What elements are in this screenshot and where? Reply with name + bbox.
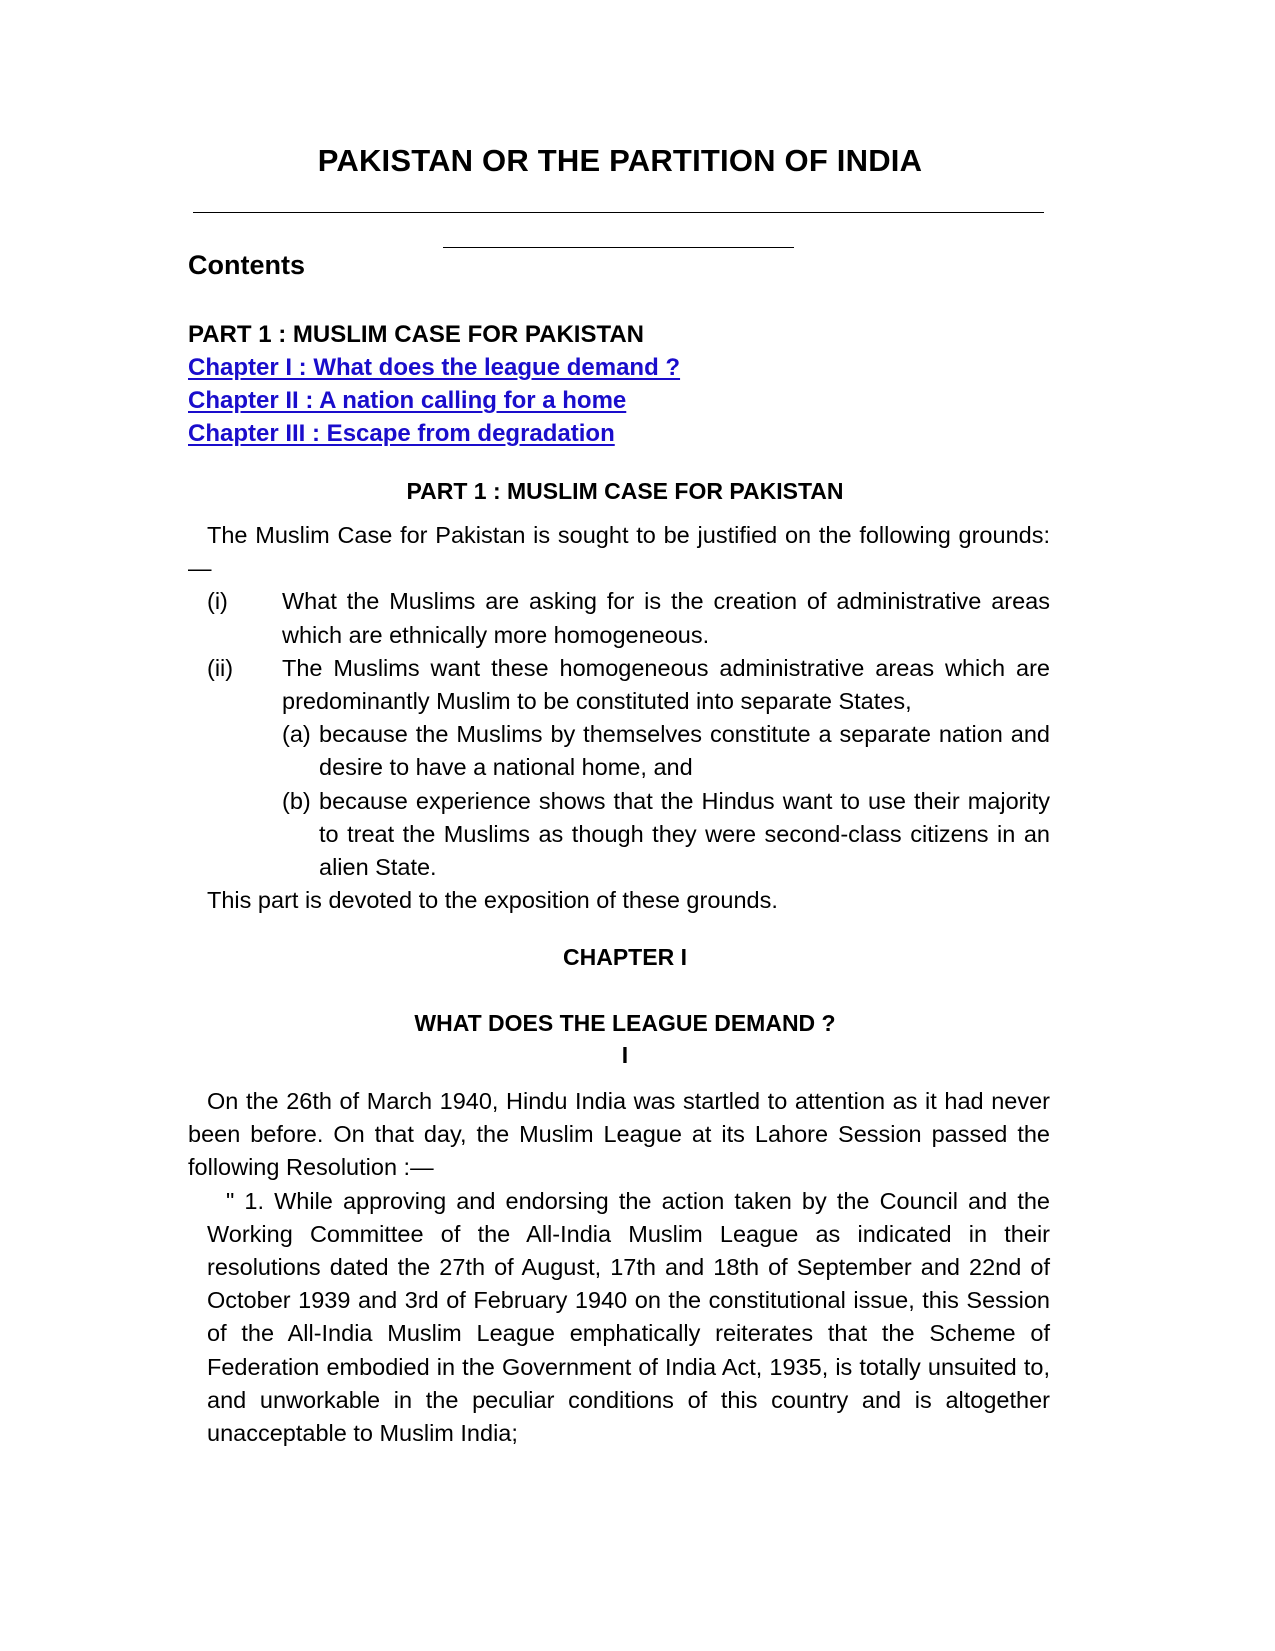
part-1-outro: This part is devoted to the exposition of these grounds. — [207, 887, 778, 914]
document-title: PAKISTAN OR THE PARTITION OF INDIA — [317, 143, 923, 178]
list-item — [207, 652, 1050, 884]
ground-text: What the Muslims are asking for is the creation of administrative areas which are ethnically more homogeneous. — [282, 588, 1050, 648]
chapter-1-title: WHAT DOES THE LEAGUE DEMAND ? — [414, 1010, 836, 1036]
toc-part-label: PART 1 : MUSLIM CASE FOR PAKISTAN — [188, 321, 644, 348]
table-of-contents — [188, 318, 680, 450]
sub-ground-number: (a) — [282, 721, 311, 748]
chapter-1-paragraph: On the 26th of March 1940, Hindu India was startled to attention as it had never been before. On that day, the Muslim League at its Lahore Session passed the following Resolution :— — [188, 1088, 1050, 1181]
toc-link-chapter-3[interactable]: Chapter III : Escape from degradation — [188, 420, 615, 447]
part-1-body — [188, 519, 1050, 917]
resolution-quote: " 1. While approving and endorsing the action taken by the Council and the Working Committee of the All-India Muslim League as indicated in their resolutions dated the 27th of August, 17th and 18th of September and 22nd of October 1939 and 3rd of February 1940 on the constitutional issue, this Session of the All-India Muslim League emphatically reiterates that the Scheme of Federation embodied in the Government of India Act, 1935, is totally unsuited to, and unworkable in the peculiar conditions of this country and is altogether unacceptable to Muslim India; — [207, 1187, 1050, 1447]
ground-number: (ii) — [207, 654, 234, 681]
ground-text: The Muslims want these homogeneous administrative areas which are predominantly Muslim to be constituted into separate States, — [282, 654, 1050, 715]
toc-link-chapter-1[interactable]: Chapter I : What does the league demand ? — [188, 354, 681, 381]
chapter-1-section-number: I — [621, 1042, 629, 1068]
chapter-1-body — [188, 1085, 1050, 1450]
part-1-intro: The Muslim Case for Pakistan is sought to be justified on the following grounds:— — [188, 522, 1050, 582]
list-item — [207, 585, 1050, 651]
sub-ground-number: (b) — [282, 787, 311, 814]
title-rule-long — [193, 212, 1044, 213]
contents-heading: Contents — [188, 250, 305, 280]
list-item — [282, 785, 1050, 885]
part-1-heading: PART 1 : MUSLIM CASE FOR PAKISTAN — [406, 478, 844, 504]
sub-ground-text: because experience shows that the Hindus want to use their majority to treat the Muslims as though they were second-class citizens in an alien State. — [319, 787, 1050, 881]
title-rule-short — [443, 247, 794, 248]
chapter-1-label: CHAPTER I — [563, 944, 687, 970]
toc-link-chapter-2[interactable]: Chapter II : A nation calling for a home — [188, 387, 627, 414]
list-item — [282, 718, 1050, 784]
sub-grounds-list — [282, 718, 1050, 884]
grounds-list — [188, 585, 1050, 884]
sub-ground-text: because the Muslims by themselves constitute a separate nation and desire to have a national home, and — [319, 721, 1050, 781]
ground-number: (i) — [207, 588, 228, 615]
ground-body — [282, 652, 1050, 884]
